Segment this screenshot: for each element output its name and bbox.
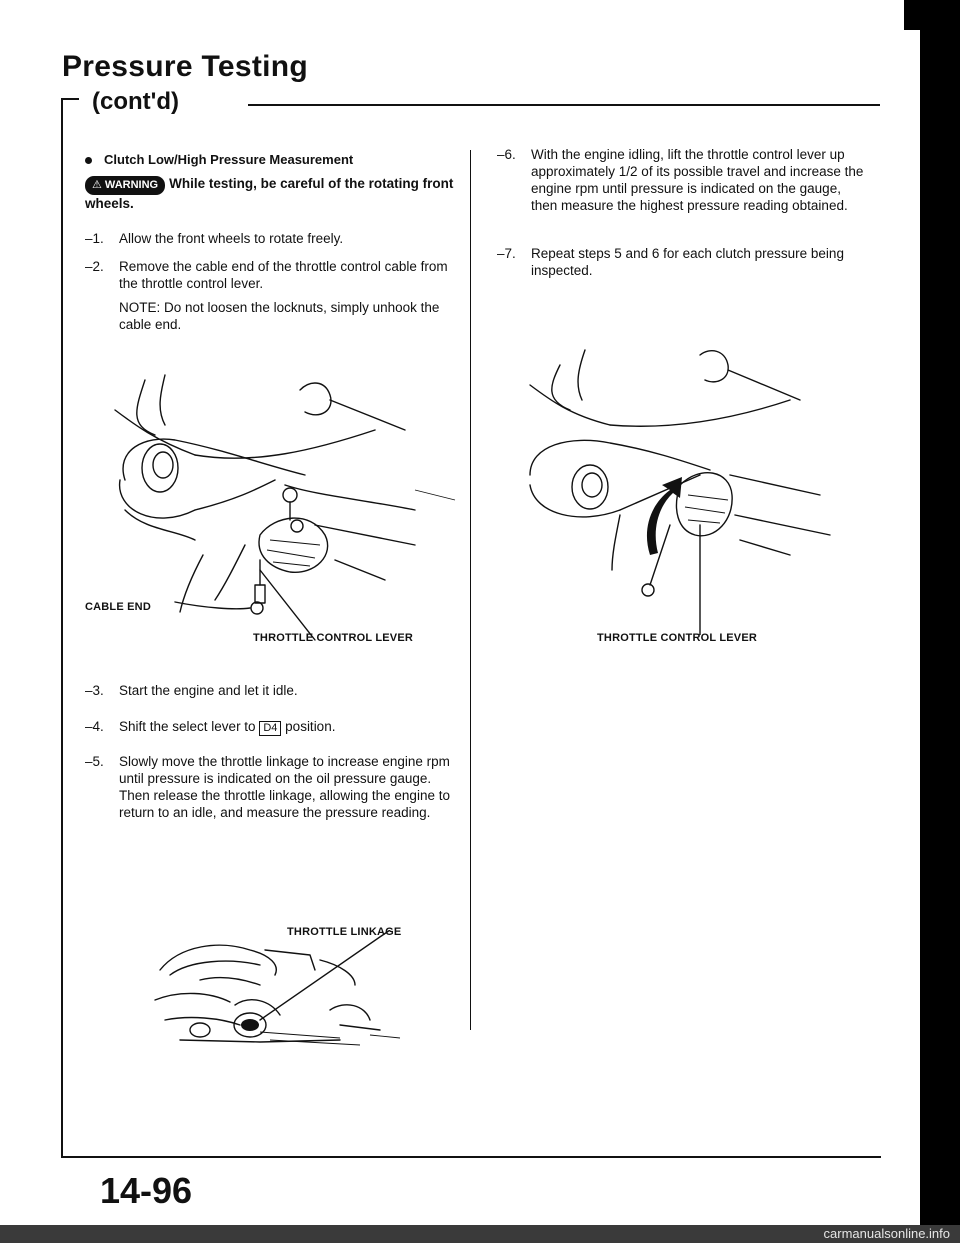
step-number: –2. (85, 259, 104, 274)
step-number: –4. (85, 719, 104, 734)
footer-strip (0, 1225, 960, 1243)
section-heading-text: Clutch Low/High Pressure Measurement (104, 152, 354, 167)
step-1 (85, 230, 455, 247)
warning-badge: ⚠ WARNING (85, 176, 165, 195)
figure-lift-throttle-control-lever (500, 325, 880, 635)
step-text-after: position. (285, 719, 336, 734)
page-title: Pressure Testing (62, 50, 309, 83)
section-rule-hook (61, 98, 79, 100)
step-text: Start the engine and let it idle. (119, 683, 298, 698)
step-text: Slowly move the throttle linkage to increase engine rpm until pressure is indicated on the oil pressure gauge. (119, 754, 450, 786)
step-number: –6. (497, 147, 516, 162)
step-number: –7. (497, 246, 516, 261)
step-text: Repeat steps 5 and 6 for each clutch pressure being inspected. (531, 246, 844, 278)
step-5 (85, 753, 455, 821)
step-4 (85, 718, 455, 736)
column-divider (470, 150, 471, 1030)
watermark-text: carmanualsonline.info (823, 1226, 950, 1241)
bullet-icon (85, 157, 92, 164)
page-subtitle: (cont'd) (92, 88, 180, 115)
step-3 (85, 682, 455, 699)
step-7 (497, 245, 867, 279)
section-rule-top (248, 104, 880, 106)
step-text (119, 718, 455, 736)
step-text: Allow the front wheels to rotate freely. (119, 231, 344, 246)
label-throttle-control-lever-2: THROTTLE CONTROL LEVER (597, 632, 758, 644)
step-2 (85, 258, 455, 292)
section-rule-bottom (61, 1156, 881, 1158)
step-text-continued: Then release the throttle linkage, allowing the engine to return to an idle, and measure the pressure reading. (119, 788, 450, 820)
step-6 (497, 146, 867, 214)
select-lever-d4-key: D4 (259, 721, 281, 736)
page-number: 14-96 (100, 1170, 193, 1211)
step-text: With the engine idling, lift the throttle control lever up approximately 1/2 of its possible travel and increase the engine rpm until pressure is indicated on the gauge, then measure the highest pressure reading obtained. (531, 147, 864, 213)
step-text-before: Shift the select lever to (119, 719, 256, 734)
warning-badge-label: WARNING (104, 179, 159, 191)
step-number: –5. (85, 754, 104, 769)
figure-throttle-linkage (140, 930, 460, 1050)
label-throttle-linkage: THROTTLE LINKAGE (287, 926, 402, 938)
step-text: Remove the cable end of the throttle control cable from the throttle control lever. (119, 259, 448, 291)
label-cable-end: CABLE END (85, 601, 151, 613)
section-rule-left (61, 98, 63, 1158)
page-edge-bar (920, 0, 960, 1243)
warning-text: While testing, be careful of the rotating front wheels. (85, 176, 454, 211)
note-text: NOTE: Do not loosen the locknuts, simply unhook the cable end. (119, 300, 440, 332)
section-heading (85, 152, 353, 167)
warning-block (85, 175, 455, 212)
label-throttle-control-lever: THROTTLE CONTROL LEVER (253, 632, 414, 644)
step-number: –1. (85, 231, 104, 246)
step-number: –3. (85, 683, 104, 698)
